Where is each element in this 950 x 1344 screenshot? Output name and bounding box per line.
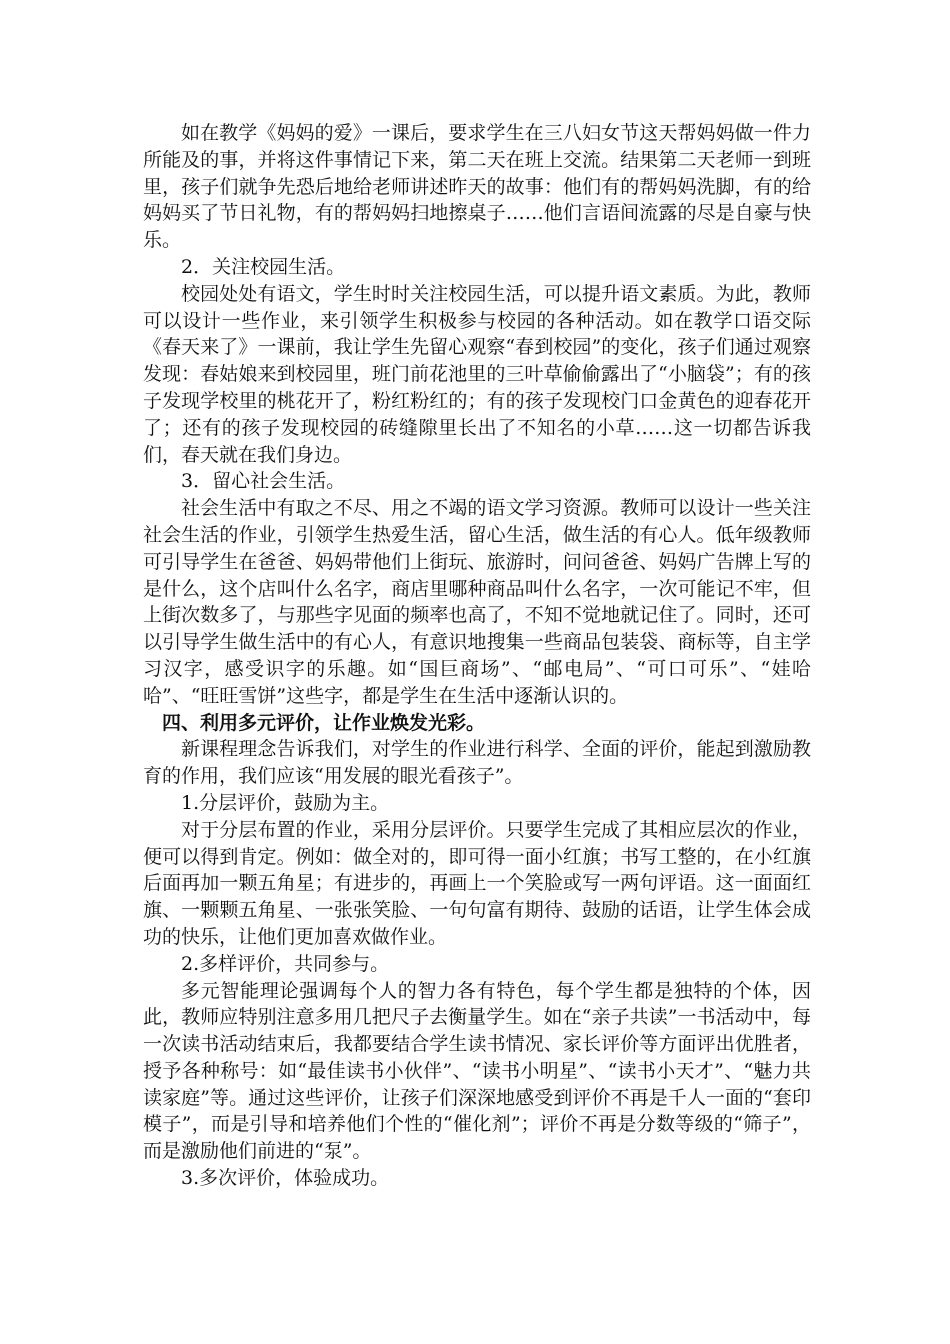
paragraph-campus-life: 校园处处有语文，学生时时关注校园生活，可以提升语文素质。为此，教师可以设计一些作业，来引领学生积极参与校园的各种活动。如在教学口语交际《春天来了》一课前，我让学生先留心观察“春到校园”的变化，孩子们通过观察发现：春姑娘来到校园里，班门前花池里的三叶草偷偷露出了“小脑袋”；有的孩子发现学校里的桃花开了，粉红粉红的；有的孩子发现校门口金黄色的迎春花开了；还有的孩子发现校园的砖缝隙里长出了不知名的小草……这一切都告诉我们，春天就在我们身边。: [143, 282, 811, 466]
subheading-campus-life: 2．关注校园生活。: [181, 255, 346, 278]
paragraph-evaluation-intro: 新课程理念告诉我们，对学生的作业进行科学、全面的评价，能起到激励教育的作用，我们应该“用发展的眼光看孩子”。: [143, 738, 811, 788]
subheading-layered-evaluation: 1.分层评价，鼓励为主。: [181, 791, 390, 814]
subheading-repeated-evaluation: 3.多次评价，体验成功。: [181, 1167, 390, 1190]
paragraph-layered-evaluation: 对于分层布置的作业，采用分层评价。只要学生完成了其相应层次的作业，便可以得到肯定。例如：做全对的，即可得一面小红旗；书写工整的，在小红旗后面再加一颗五角星；有进步的，再画上一个笑脸或写一两句评语。这一面面红旗、一颗颗五角星、一张张笑脸、一句句富有期待、鼓励的话语，让学生体会成功的快乐，让他们更加喜欢做作业。: [143, 818, 811, 948]
paragraph-diverse-evaluation: 多元智能理论强调每个人的智力各有特色，每个学生都是独特的个体，因此，教师应特别注意多用几把尺子去衡量学生。如在“亲子共读”一书活动中，每一次读书活动结束后，我都要结合学生读书情况、家长评价等方面评出优胜者，授予各种称号：如“最佳读书小伙伴”、“读书小明星”、“读书小天才”、“魅力共读家庭”等。通过这些评价，让孩子们深深地感受到评价不再是千人一面的“套印模子”，而是引导和培养他们个性的“催化剂”；评价不再是分数等级的“筛子”，而是激励他们前进的“泵”。: [143, 979, 811, 1163]
section-heading-evaluation: 四、利用多元评价，让作业焕发光彩。: [162, 711, 486, 734]
paragraph-social-life: 社会生活中有取之不尽、用之不竭的语文学习资源。教师可以设计一些关注社会生活的作业，引领学生热爱生活，留心生活，做生活的有心人。低年级教师可引导学生在爸爸、妈妈带他们上街玩、旅游时，问问爸爸、妈妈广告牌上写的是什么，这个店叫什么名字，商店里哪种商品叫什么名字，一次可能记不牢，但上街次数多了，与那些字见面的频率也高了，不知不觉地就记住了。同时，还可以引导学生做生活中的有心人，有意识地搜集一些商品包装袋、商标等，自主学习汉字，感受识字的乐趣。如“国巨商场”、“邮电局”、“可口可乐”、“娃哈哈”、“旺旺雪饼”这些字，都是学生在生活中逐渐认识的。: [143, 497, 811, 707]
document-body: [143, 120, 811, 1192]
subheading-diverse-evaluation: 2.多样评价，共同参与。: [181, 952, 390, 975]
subheading-social-life: 3．留心社会生活。: [181, 470, 346, 493]
paragraph-mothers-love-example: 如在教学《妈妈的爱》一课后，要求学生在三八妇女节这天帮妈妈做一件力所能及的事，并将这件事情记下来，第二天在班上交流。结果第二天老师一到班里，孩子们就争先恐后地给老师讲述昨天的故事：他们有的帮妈妈洗脚，有的给妈妈买了节日礼物，有的帮妈妈扫地擦桌子……他们言语间流露的尽是自豪与快乐。: [143, 122, 811, 252]
